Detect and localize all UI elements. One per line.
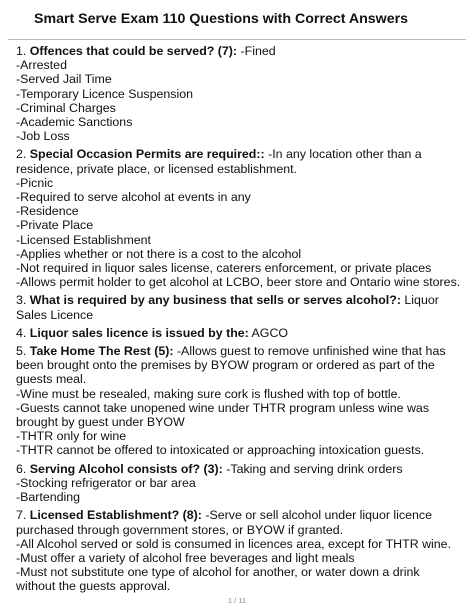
question-7 [16, 508, 462, 593]
answer-line: -Job Loss [16, 129, 70, 144]
answer-line: -Academic Sanctions [16, 115, 133, 130]
question-answer: -In any location other than a residence, private place, or licensed establishment. [16, 147, 422, 176]
question-label: Liquor sales licence is issued by the: [29, 325, 249, 340]
title-divider [8, 39, 466, 40]
question-1 [16, 44, 462, 143]
answer-line: -Served Jail Time [16, 72, 112, 87]
question-answer: -Fined [240, 44, 276, 58]
answer-line: -Allows permit holder to get alcohol at LCBO, beer store and Ontario wine stores. [16, 275, 461, 290]
answer-line: -Must offer a variety of alcohol free beverages and light meals [16, 550, 355, 565]
question-header [16, 147, 462, 175]
question-5 [16, 344, 462, 458]
answer-line: -Criminal Charges [16, 100, 116, 115]
question-number: 5. [16, 344, 27, 359]
question-header [16, 44, 462, 58]
answer-line: -Must not substitute one type of alcohol for another, or water down a drink without the guests approval. [16, 565, 420, 594]
answer-line: -Wine must be resealed, making sure cork is flushed with top of bottle. [16, 386, 401, 401]
answer-line: -Private Place [16, 218, 94, 233]
question-number: 2. [16, 147, 27, 162]
answer-line: -Required to serve alcohol at events in any [16, 190, 251, 205]
answer-line: -Temporary Licence Suspension [16, 86, 194, 101]
answer-line: -Picnic [16, 175, 54, 190]
question-label: Special Occasion Permits are required:: [29, 147, 265, 162]
question-number: 6. [16, 461, 27, 476]
question-answer: AGCO [251, 325, 289, 340]
question-number: 7. [16, 508, 27, 523]
question-header [16, 293, 462, 321]
answer-line: -Bartending [16, 490, 81, 505]
question-label: What is required by any business that sells or serves alcohol?: [29, 293, 401, 308]
question-header [16, 462, 462, 476]
answer-line: -THTR cannot be offered to intoxicated or approaching intoxication guests. [16, 443, 425, 458]
question-4 [16, 326, 462, 340]
question-number: 3. [16, 293, 27, 308]
question-list [16, 44, 462, 598]
question-header [16, 326, 462, 340]
question-header [16, 508, 462, 536]
question-number: 1. [16, 44, 27, 58]
answer-line: -Applies whether or not there is a cost to the alcohol [16, 246, 302, 261]
question-answer: -Allows guest to remove unfinished wine that has been brought onto the premises by BYOW program or ordered as part of the guests meal. [16, 344, 446, 387]
question-label: Licensed Establishment? (8): [29, 508, 202, 523]
question-number: 4. [16, 325, 27, 340]
question-3 [16, 293, 462, 321]
question-answer: Liquor Sales Licence [16, 293, 439, 322]
question-answer: -Taking and serving drink orders [226, 461, 403, 476]
answer-line: -Guests cannot take unopened wine under THTR program unless wine was brought by guest under BYOW [16, 400, 430, 430]
question-header [16, 344, 462, 387]
question-label: Take Home The Rest (5): [29, 344, 174, 359]
question-2 [16, 147, 462, 289]
page-number: 1 / 11 [227, 596, 247, 605]
question-answer: -Serve or sell alcohol under liquor licence purchased through government stores, or BYOW if granted. [16, 508, 432, 537]
answer-line: -Stocking refrigerator or bar area [16, 475, 196, 490]
answer-line: -Residence [16, 204, 79, 219]
document-title: Smart Serve Exam 110 Questions with Correct Answers [34, 11, 409, 27]
answer-line: -Arrested [16, 58, 67, 73]
question-label: Offences that could be served? (7): [29, 44, 238, 58]
answer-line: -All Alcohol served or sold is consumed in licences area, except for THTR wine. [16, 536, 452, 551]
answer-line: -Licensed Establishment [16, 232, 151, 247]
question-label: Serving Alcohol consists of? (3): [29, 461, 223, 476]
answer-line: -THTR only for wine [16, 429, 127, 444]
answer-line: -Not required in liquor sales license, caterers enforcement, or private places [16, 261, 432, 276]
question-6 [16, 462, 462, 505]
